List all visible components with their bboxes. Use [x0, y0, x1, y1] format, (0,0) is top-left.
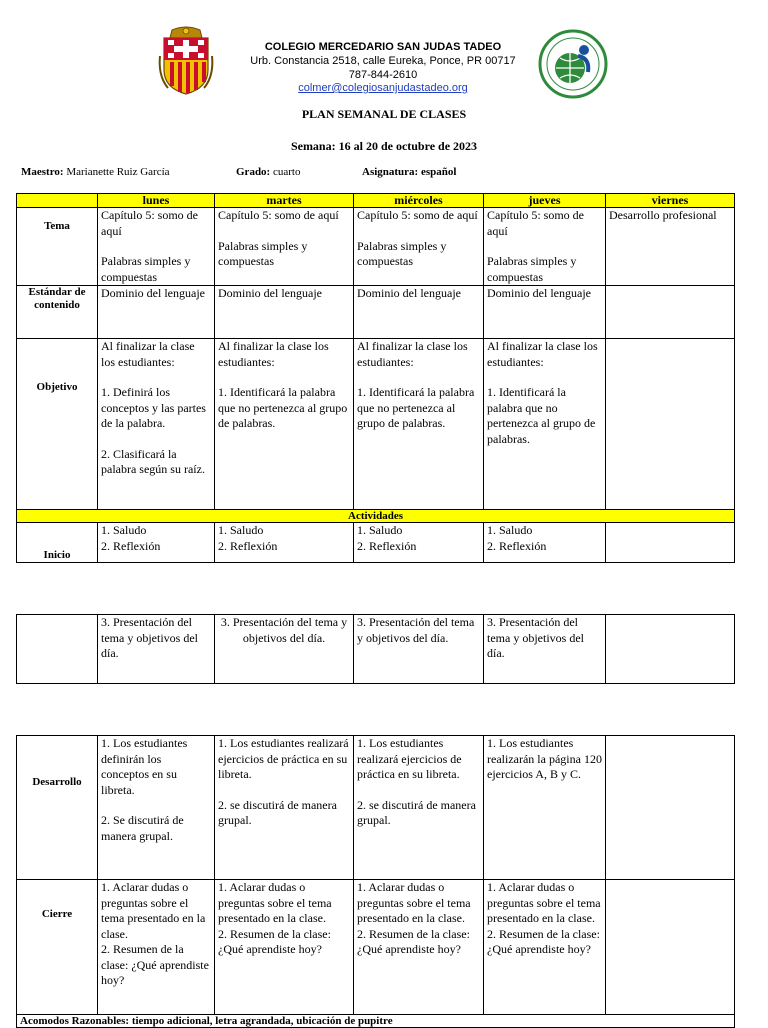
desarrollo-row — [17, 736, 735, 880]
cierre-text: 2. Resumen de la clase: ¿Qué aprendiste hoy? — [218, 926, 331, 956]
acomodos-row — [17, 1015, 735, 1028]
tema-text: Palabras simples y compuestas — [218, 238, 308, 268]
day-header: lunes — [98, 194, 215, 208]
desarrollo-cell — [484, 736, 606, 880]
subject-value: español — [420, 166, 457, 178]
desarrollo-cierre-table — [16, 735, 735, 1028]
tema-row — [17, 208, 735, 286]
tema-text: Palabras simples y compuestas — [101, 254, 191, 284]
day-header: jueves — [484, 194, 606, 208]
tema-cell — [606, 208, 735, 286]
day-header: viernes — [606, 194, 735, 208]
estandar-cell — [606, 286, 735, 339]
day-header: miércoles — [354, 194, 484, 208]
cierre-text: 2. Resumen de la clase: ¿Qué aprendiste hoy? — [101, 942, 209, 987]
objetivo-text: 1. Identificará la palabra que no pertenezca al grupo de palabras. — [218, 385, 348, 430]
grade-info — [236, 166, 300, 178]
desarrollo-text: 2. se discutirá de manera grupal. — [357, 797, 476, 827]
desarrollo-cell — [215, 736, 354, 880]
objetivo-row — [17, 339, 735, 510]
objetivo-text: 2. Clasificará la palabra según su raíz. — [101, 446, 205, 476]
tema-cell — [215, 208, 354, 286]
school-name: COLEGIO MERCEDARIO SAN JUDAS TADEO — [264, 41, 502, 53]
tema-text: Capítulo 5: somo de aquí — [487, 208, 584, 238]
inicio-text: 1. Saludo — [101, 523, 147, 537]
objetivo-text: 1. Identificará la palabra que no pertenezca al grupo de palabras. — [487, 385, 596, 446]
objetivo-cell — [215, 339, 354, 510]
school-seal-logo — [538, 28, 608, 100]
cierre-text: 1. Aclarar dudas o preguntas sobre el tema presentado en la clase. — [357, 880, 471, 925]
inicio-cont-cell — [606, 615, 735, 684]
inicio-row — [17, 523, 735, 563]
desarrollo-text: 2. se discutirá de manera grupal. — [218, 797, 337, 827]
subject-info — [362, 166, 456, 178]
corner-cell — [17, 194, 98, 208]
teacher-name: Marianette Ruiz García — [66, 166, 170, 178]
school-email-link[interactable]: colmer@colegiosanjudastadeo.org — [298, 82, 468, 94]
tema-cell — [484, 208, 606, 286]
actividades-banner: Actividades — [17, 510, 735, 523]
row-label-inicio: Inicio — [17, 523, 98, 563]
subject-label: Asignatura: — [362, 166, 419, 178]
objetivo-text: Al finalizar la clase los estudiantes: — [487, 339, 598, 369]
inicio-cont-cell: 3. Presentación del tema y objetivos del día. — [484, 615, 606, 684]
blank-label-cell — [17, 615, 98, 684]
cierre-cell — [215, 880, 354, 1015]
cierre-row — [17, 880, 735, 1015]
cierre-text: 1. Aclarar dudas o preguntas sobre el tema presentado en la clase. — [218, 880, 332, 925]
cierre-cell — [484, 880, 606, 1015]
inicio-text: 2. Reflexión — [357, 538, 417, 553]
objetivo-text: 1. Definirá los conceptos y las partes de la palabra. — [101, 385, 206, 430]
objetivo-cell — [354, 339, 484, 510]
row-label-estandar: Estándar de contenido — [17, 286, 98, 339]
inicio-cell — [98, 523, 215, 563]
cierre-cell — [354, 880, 484, 1015]
cierre-cell — [606, 880, 735, 1015]
desarrollo-cell — [354, 736, 484, 880]
estandar-cell: Dominio del lenguaje — [354, 286, 484, 339]
grade-label: Grado: — [236, 166, 271, 178]
acomodos-cell: Acomodos Razonables: tiempo adicional, letra agrandada, ubicación de pupitre — [17, 1015, 735, 1028]
inicio-cell — [606, 523, 735, 563]
cierre-text: 2. Resumen de la clase: ¿Qué aprendiste hoy? — [487, 926, 600, 956]
desarrollo-text: 1. Los estudiantes realizarán la página 120 ejercicios A, B y C. — [487, 736, 602, 781]
estandar-row — [17, 286, 735, 339]
inicio-continued-table — [16, 614, 735, 684]
row-label-tema: Tema — [17, 208, 98, 286]
week-range: Semana: 16 al 20 de octubre de 2023 — [290, 139, 478, 153]
objetivo-cell — [98, 339, 215, 510]
inicio-cell — [354, 523, 484, 563]
tema-text: Capítulo 5: somo de aquí — [101, 208, 198, 238]
inicio-text: 2. Reflexión — [218, 538, 278, 553]
plan-title: PLAN SEMANAL DE CLASES — [301, 107, 467, 121]
actividades-row — [17, 510, 735, 523]
estandar-cell: Dominio del lenguaje — [98, 286, 215, 339]
row-label-objetivo: Objetivo — [17, 339, 98, 510]
objetivo-cell — [606, 339, 735, 510]
cierre-text: 1. Aclarar dudas o preguntas sobre el tema presentado en la clase. — [487, 880, 601, 925]
inicio-cont-cell: 3. Presentación del tema y objetivos del día. — [354, 615, 484, 684]
cierre-cell — [98, 880, 215, 1015]
teacher-info — [21, 166, 170, 178]
inicio-text: 2. Reflexión — [487, 538, 547, 553]
days-header-row — [17, 194, 735, 208]
desarrollo-cell — [98, 736, 215, 880]
desarrollo-text: 1. Los estudiantes realizará ejercicios de práctica en su libreta. — [218, 736, 349, 781]
inicio-cell — [215, 523, 354, 563]
inicio-text: 1. Saludo — [218, 523, 264, 537]
school-crest-logo — [158, 26, 214, 96]
estandar-cell: Dominio del lenguaje — [215, 286, 354, 339]
cierre-text: 2. Resumen de la clase: ¿Qué aprendiste hoy? — [357, 926, 470, 956]
inicio-cont-cell: 3. Presentación del tema y objetivos del día. — [98, 615, 215, 684]
inicio-cell — [484, 523, 606, 563]
inicio-cont-cell: 3. Presentación del tema y objetivos del día. — [215, 615, 354, 684]
grade-value: cuarto — [272, 166, 301, 178]
school-phone: 787-844-2610 — [348, 69, 418, 81]
tema-cell — [354, 208, 484, 286]
row-label-cierre: Cierre — [17, 880, 98, 1015]
objetivo-text: Al finalizar la clase los estudiantes: — [357, 339, 468, 369]
inicio-text: 1. Saludo — [487, 523, 533, 537]
tema-cell — [98, 208, 215, 286]
inicio-text: 1. Saludo — [357, 523, 403, 537]
tema-text: Capítulo 5: somo de aquí — [357, 208, 478, 222]
desarrollo-text: 2. Se discutirá de manera grupal. — [101, 813, 184, 843]
desarrollo-text: 1. Los estudiantes definirán los conceptos en su libreta. — [101, 736, 188, 797]
tema-text: Desarrollo profesional — [609, 208, 717, 222]
estandar-cell: Dominio del lenguaje — [484, 286, 606, 339]
objetivo-text: 1. Identificará la palabra que no pertenezca al grupo de palabras. — [357, 385, 475, 430]
inicio-text: 2. Reflexión — [101, 538, 161, 553]
row-label-desarrollo: Desarrollo — [17, 736, 98, 880]
tema-text: Palabras simples y compuestas — [357, 238, 447, 268]
school-address: Urb. Constancia 2518, calle Eureka, Ponce, PR 00717 — [250, 55, 516, 67]
tema-text: Capítulo 5: somo de aquí — [218, 208, 339, 222]
cierre-text: 1. Aclarar dudas o preguntas sobre el tema presentado en la clase. — [101, 880, 206, 941]
day-header: martes — [215, 194, 354, 208]
objetivo-cell — [484, 339, 606, 510]
desarrollo-cell — [606, 736, 735, 880]
tema-text: Palabras simples y compuestas — [487, 254, 577, 284]
desarrollo-text: 1. Los estudiantes realizará ejercicios de práctica en su libreta. — [357, 736, 462, 781]
objetivo-text: Al finalizar la clase los estudiantes: — [101, 339, 195, 369]
weekly-plan-table — [16, 193, 735, 563]
teacher-label: Maestro: — [21, 166, 64, 178]
inicio-cont-row — [17, 615, 735, 684]
objetivo-text: Al finalizar la clase los estudiantes: — [218, 339, 329, 369]
